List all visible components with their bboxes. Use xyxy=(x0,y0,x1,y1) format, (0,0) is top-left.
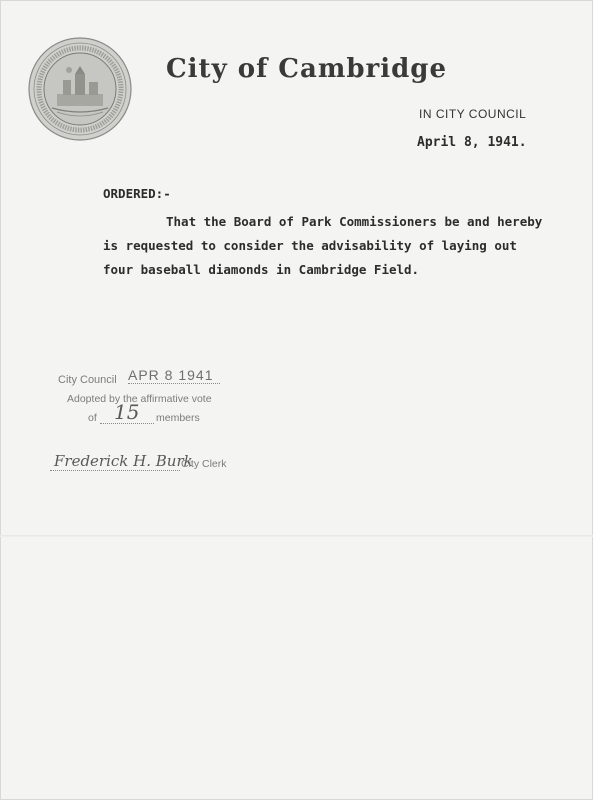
adopted-text: Adopted by the affirmative vote xyxy=(67,393,212,405)
vote-count: 15 xyxy=(114,400,140,424)
of-label: of xyxy=(88,412,97,424)
city-seal-icon xyxy=(27,36,133,142)
city-council-label: City Council xyxy=(58,374,117,386)
order-line-1: That the Board of Park Commissioners be and hereby xyxy=(166,214,543,229)
signature-line xyxy=(50,470,180,471)
city-clerk-label: City Clerk xyxy=(181,458,227,470)
clerk-signature: Frederick H. Burk xyxy=(54,452,193,470)
in-city-council-label: IN CITY COUNCIL xyxy=(419,107,527,121)
order-line-2: is requested to consider the advisability of laying out xyxy=(103,238,517,253)
order-line-3: four baseball diamonds in Cambridge Field. xyxy=(103,262,420,277)
paper-fold-line xyxy=(0,535,593,537)
members-label: members xyxy=(156,412,200,424)
order-body xyxy=(103,210,543,282)
date-stamp: APR 8 1941 xyxy=(128,367,220,384)
ordered-heading: ORDERED:- xyxy=(103,186,171,201)
order-date: April 8, 1941. xyxy=(417,135,527,150)
letterhead-title: City of Cambridge xyxy=(165,54,448,84)
